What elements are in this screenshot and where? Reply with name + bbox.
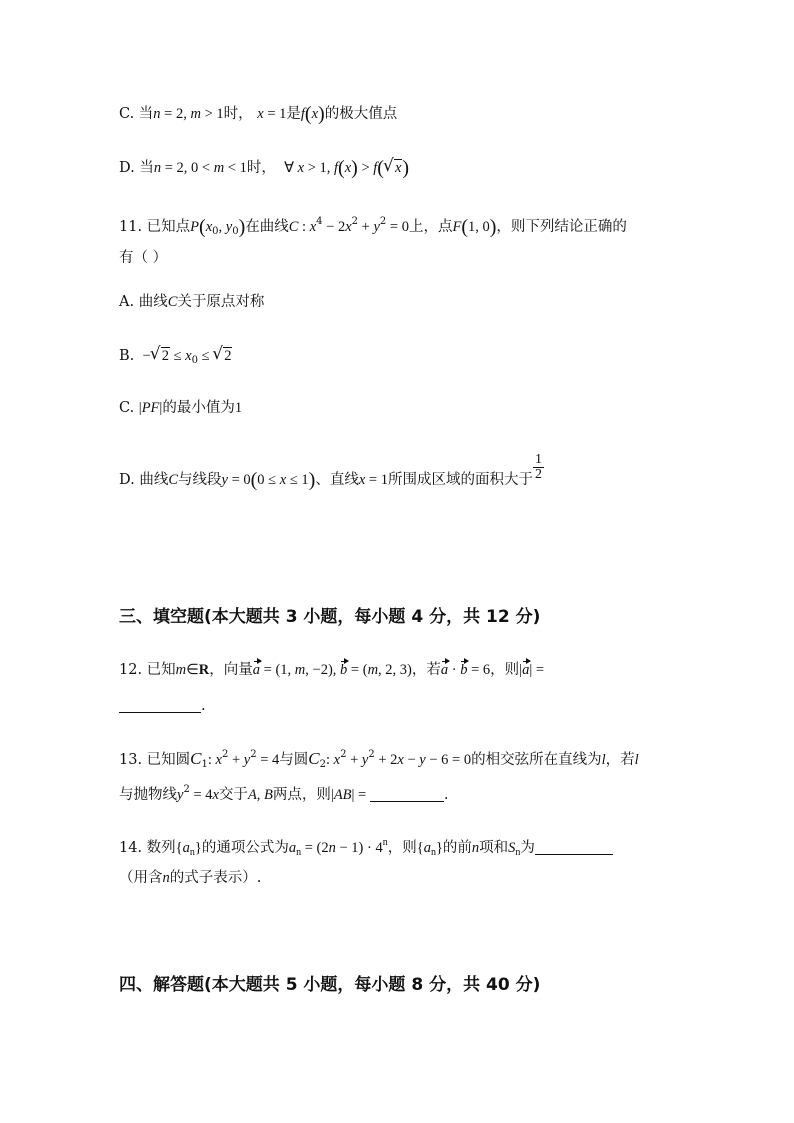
question-13-line2: 与抛物线$y^2 = 4x$交于A, B两点，则|AB| = . [119, 784, 449, 803]
question-13-line1: 13. 已知圆$C_1$: $x^2 + y^2 = 4$与圆$C_2$: $x^2 + y^2 + 2x - y - 6 = 0$的相交弦所在直线为l，若l [119, 749, 639, 770]
option-10d: D. 当n = 2, 0 < m < 1时， ∀ x > 1, f(x) > f(√ x) [119, 158, 409, 178]
answer-blank[interactable] [535, 840, 613, 855]
question-14-line2: （用含n的式子表示）. [119, 870, 262, 886]
question-11-line1: 11. 已知点$P(x_0$, $y_0$)在曲线C : $x^4 - 2x^2 + y^2 = 0$上，点F(1, 0)，则下列结论正确的 [119, 216, 627, 238]
option-11b: B. −√ $2 \le x_0$ ≤ √ 2 [119, 346, 232, 371]
option-11c: C. |PF|的最小值为1 [119, 400, 243, 416]
formula: n [153, 106, 161, 122]
question-14-line1: 14. 数列$\{a_n\}$的通项公式为$a_n = (2n - 1) \cdot 4^n$，则$\{a_n\}$的前n项和$S_n$为 [119, 833, 613, 863]
question-12-line2: . [119, 696, 206, 716]
answer-blank[interactable] [370, 787, 444, 802]
option-10c: C. 当n = 2, m > 1时， x = 1是f(x)的极大值点 [119, 103, 398, 125]
answer-blank[interactable] [119, 698, 201, 713]
option-11a: A. 曲线C关于原点对称 [119, 294, 265, 310]
section-heading-fill-in: 三、填空题(本大题共 3 小题，每小题 4 分，共 12 分) [119, 607, 541, 627]
question-11-line2: 有（ ） [119, 250, 168, 266]
option-11d: D. 曲线C与线段y = 0(0 ≤ x ≤ 1)、直线x = 1所围成区域的面积大于 $\frac{1}{2}$ [119, 452, 542, 491]
question-12-line1: 12. 已知m∈R，向量a = (1, m, −2), b = (m, 2, 3)，若a · b = 6，则|a| = [119, 662, 545, 678]
section-heading-answer: 四、解答题(本大题共 5 小题，每小题 8 分，共 40 分) [119, 975, 541, 995]
